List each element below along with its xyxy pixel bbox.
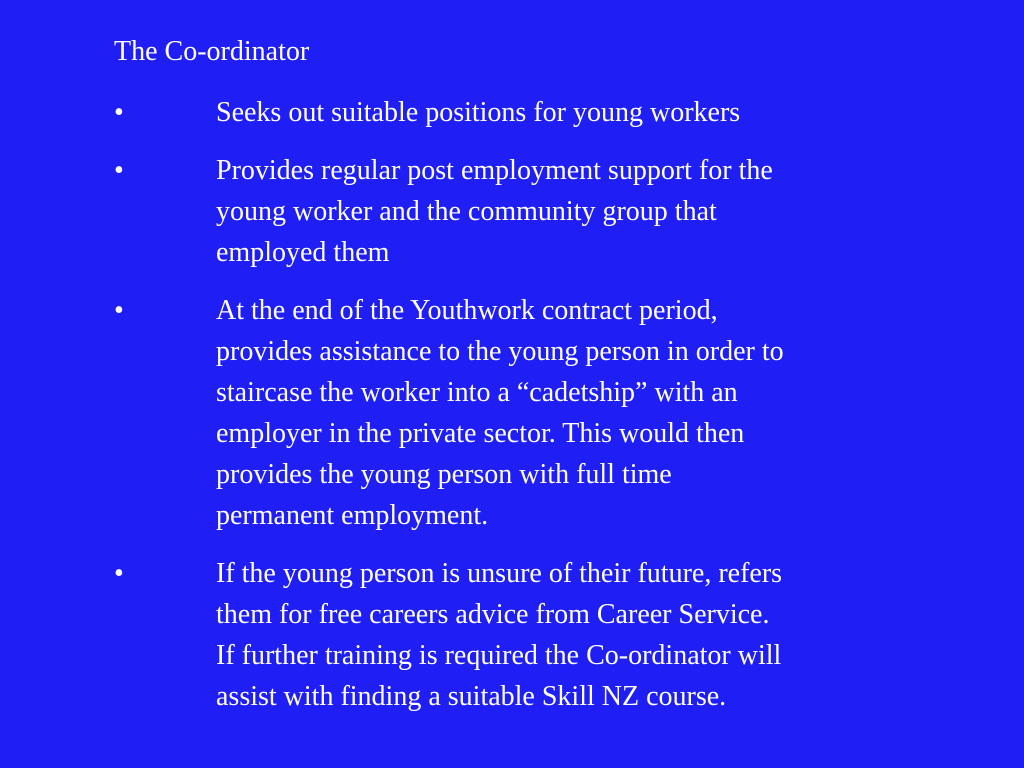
bullet-list [114, 92, 974, 734]
bullet-item-1 [114, 92, 974, 133]
bullet-item-4 [114, 553, 974, 717]
bullet-item-3 [114, 290, 974, 536]
bullet-text: Provides regular post employment support for the young worker and the community group that employed them [216, 155, 773, 268]
slide-heading: The Co-ordinator [114, 36, 310, 67]
bullet-text: If the young person is unsure of their future, refers them for free careers advice from Career Service. If further training is required the Co-ordinator will assist with finding a suitable Skill NZ course. [216, 558, 783, 712]
bullet-marker: • [114, 295, 124, 326]
bullet-marker: • [114, 155, 124, 186]
bullet-text: At the end of the Youthwork contract period, provides assistance to the young person in order to staircase the worker into a “cadetship” with an employer in the private sector. This would then provides the young person with full time permanent employment. [216, 295, 784, 531]
bullet-item-2 [114, 150, 974, 273]
bullet-marker: • [114, 558, 124, 589]
bullet-marker: • [114, 97, 124, 128]
bullet-text: Seeks out suitable positions for young workers [216, 97, 741, 128]
